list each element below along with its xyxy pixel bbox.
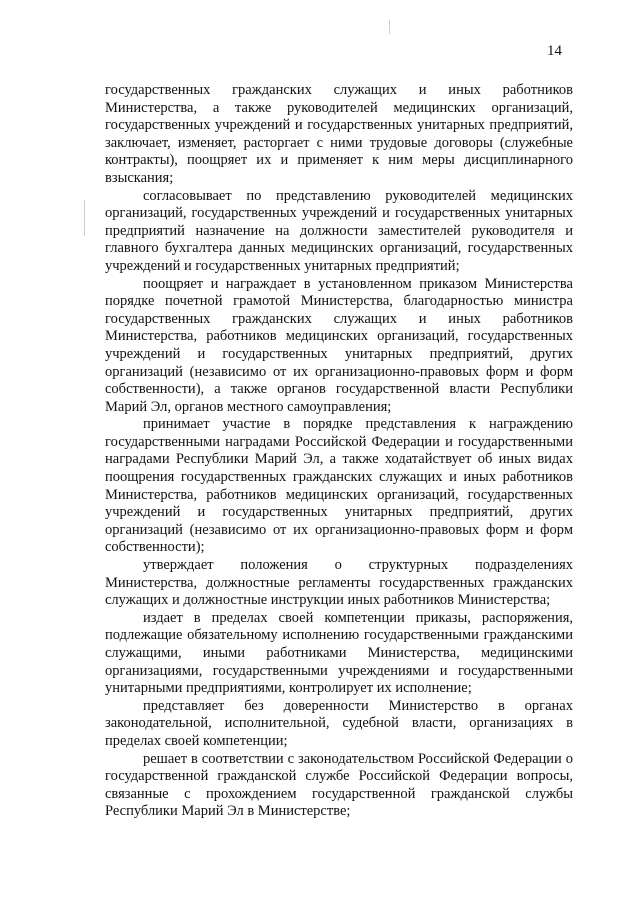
scan-mark	[389, 20, 390, 34]
paragraph-state-awards: принимает участие в порядке представления к награждению государственными наградами Российской Федерации и государственными наградами Республики Марий Эл, а также ходатайствует об иных видах поощрения государственных гражданских служащих и иных работников Министерства, работников медицинских организаций, государственных учреждений и государственных унитарных предприятий, других организаций (независимо от их организационно-правовых форм и форм собственности);	[105, 416, 573, 556]
paragraph-civil-service: решает в соответствии с законодательством Российской Федерации о государственной гражданской службе Российской Федерации вопросы, связанные с прохождением государственной гражданской службы Республики Марий Эл в Министерстве;	[105, 750, 573, 820]
paragraph-issues-orders: издает в пределах своей компетенции приказы, распоряжения, подлежащие обязательному исполнению государственными гражданскими служащими, иными работниками Министерства, медицинскими организациями, государственными учреждениями и государственными унитарными предприятиями, контролирует их исполнение;	[105, 609, 573, 697]
body-text	[105, 82, 573, 821]
paragraph-approves-deputies: согласовывает по представлению руководителей медицинских организаций, государственных учреждений и государственных унитарных предприятий назначение на должности заместителей руководителя и главного бухгалтера данных медицинских организаций, государственных учреждений и государственных унитарных предприятий;	[105, 187, 573, 274]
page-number: 14	[547, 43, 562, 59]
paragraph-approves-regulations: утверждает положения о структурных подразделениях Министерства, должностные регламенты государственных гражданских служащих и должностные инструкции иных работников Министерства;	[105, 557, 573, 609]
paragraph-represents-ministry: представляет без доверенности Министерство в органах законодательной, исполнительной, судебной власти, организациях в пределах своей компетенции;	[105, 697, 573, 749]
paragraph-rewards: поощряет и награждает в установленном приказом Министерства порядке почетной грамотой Министерства, благодарностью министра государственных гражданских служащих и иных работников Министерства, работников медицинских организаций, государственных учреждений и государственных унитарных предприятий, других организаций (независимо от их организационно-правовых форм и форм собственности), а также органов государственной власти Республики Марий Эл, органов местного самоуправления;	[105, 275, 573, 415]
scan-mark	[84, 200, 85, 236]
paragraph-continuation: государственных гражданских служащих и иных работников Министерства, а также руководителей медицинских организаций, государственных учреждений и государственных унитарных предприятий, заключает, изменяет, расторгает с ними трудовые договоры (служебные контракты), поощряет их и применяет к ним меры дисциплинарного взыскания;	[105, 82, 573, 186]
